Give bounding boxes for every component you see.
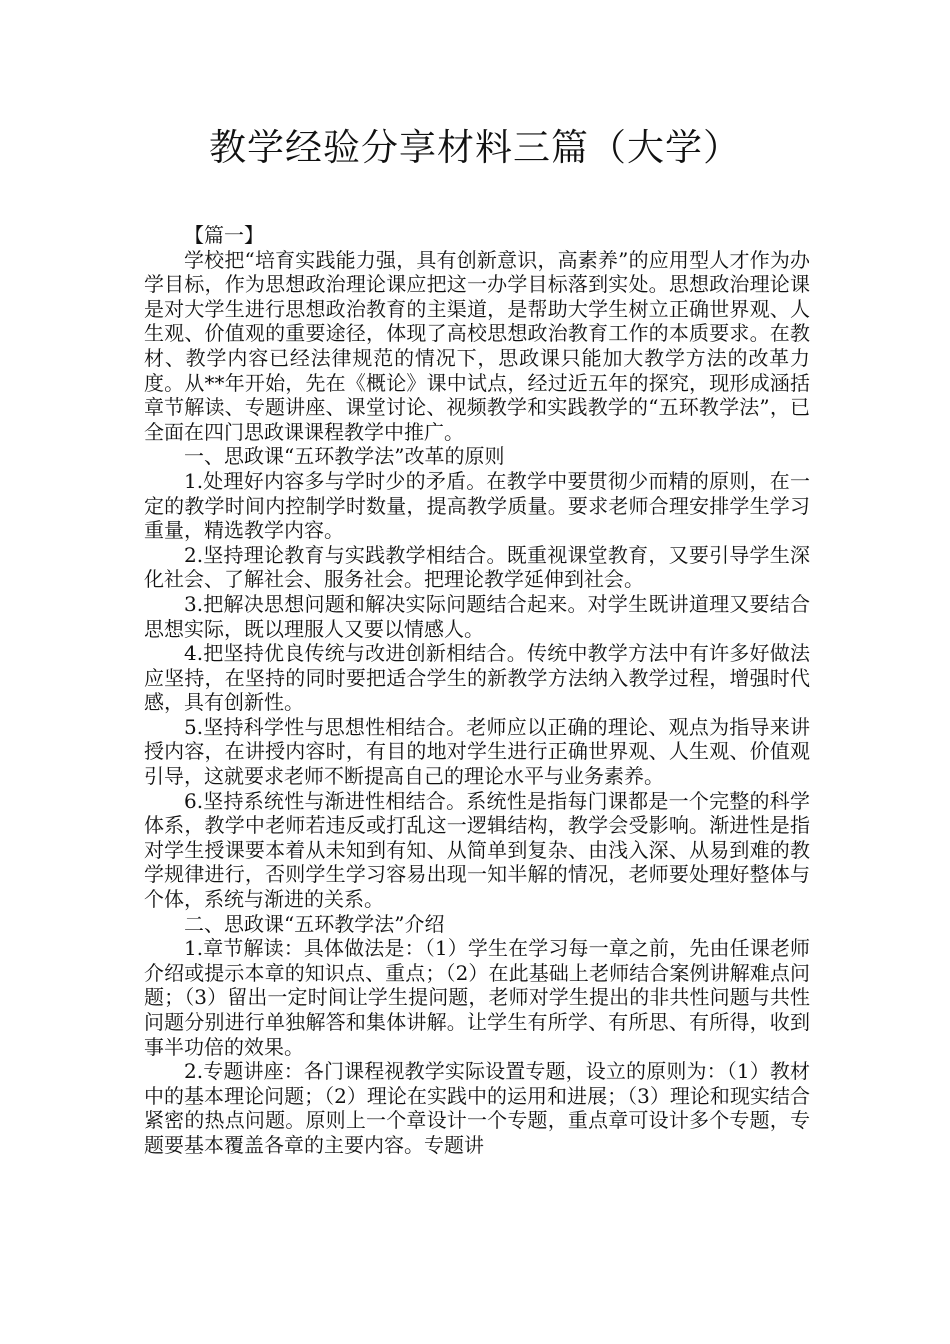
document-title: 教学经验分享材料三篇（大学） — [209, 126, 741, 169]
paragraph: 5.坚持科学性与思想性相结合。老师应以正确的理论、观点为指导来讲授内容，在讲授内容时，有目的地对学生进行正确世界观、人生观、价值观引导，这就要求老师不断提高自己的理论水平与业务素养。 — [144, 714, 810, 789]
section-label: 【篇一】 — [184, 223, 264, 247]
section-heading: 一、思政课“五环教学法”改革的原则 — [184, 444, 505, 469]
paragraph: 3.把解决思想问题和解决实际问题结合起来。对学生既讲道理又要结合思想实际，既以理服人又要以情感人。 — [144, 591, 810, 641]
document-body — [144, 223, 810, 1158]
paragraph: 2.坚持理论教育与实践教学相结合。既重视课堂教育，又要引导学生深化社会、了解社会、服务社会。把理论教学延伸到社会。 — [144, 542, 810, 592]
paragraph: 学校把“培育实践能力强，具有创新意识，高素养”的应用型人才作为办学目标，作为思想政治理论课应把这一办学目标落到实处。思想政治理论课是对大学生进行思想政治教育的主渠道，是帮助大学生树立正确世界观、人生观、价值观的重要途径，体现了高校思想政治教育工作的本质要求。在教材、教学内容已经法律规范的情况下，思政课只能加大教学方法的改革力度。从**年开始，先在《概论》课中试点，经过近五年的探究，现形成涵括章节解读、专题讲座、课堂讨论、视频教学和实践教学的“五环教学法”，已全面在四门思政课课程教学中推广。 — [144, 247, 810, 444]
paragraph: 6.坚持系统性与渐进性相结合。系统性是指每门课都是一个完整的科学体系，教学中老师若违反或打乱这一逻辑结构，教学会受影响。渐进性是指对学生授课要本着从未知到有知、从简单到复杂、由浅入深、从易到难的教学规律进行，否则学生学习容易出现一知半解的情况，老师要处理好整体与个体，系统与渐进的关系。 — [144, 788, 810, 912]
paragraph: 1.处理好内容多与学时少的矛盾。在教学中要贯彻少而精的原则，在一定的教学时间内控制学时数量，提高教学质量。要求老师合理安排学生学习重量，精选教学内容。 — [144, 468, 810, 543]
paragraph: 2.专题讲座：各门课程视教学实际设置专题，设立的原则为：（1）教材中的基本理论问题；（2）理论在实践中的运用和进展；（3）理论和现实结合紧密的热点问题。原则上一个章设计一个专题，重点章可设计多个专题，专题要基本覆盖各章的主要内容。专题讲 — [144, 1059, 810, 1157]
section-heading: 二、思政课“五环教学法”介绍 — [184, 911, 445, 936]
paragraph: 4.把坚持优良传统与改进创新相结合。传统中教学方法中有许多好做法应坚持，在坚持的同时要把适合学生的新教学方法纳入教学过程，增强时代感，具有创新性。 — [144, 641, 810, 715]
paragraph: 1.章节解读：具体做法是：（1）学生在学习每一章之前，先由任课老师介绍或提示本章的知识点、重点；（2）在此基础上老师结合案例讲解难点问题；（3）留出一定时间让学生提问题，老师对学生提出的非共性问题与共性问题分别进行单独解答和集体讲解。让学生有所学、有所思、有所得，收到事半功倍的效果。 — [144, 936, 810, 1059]
